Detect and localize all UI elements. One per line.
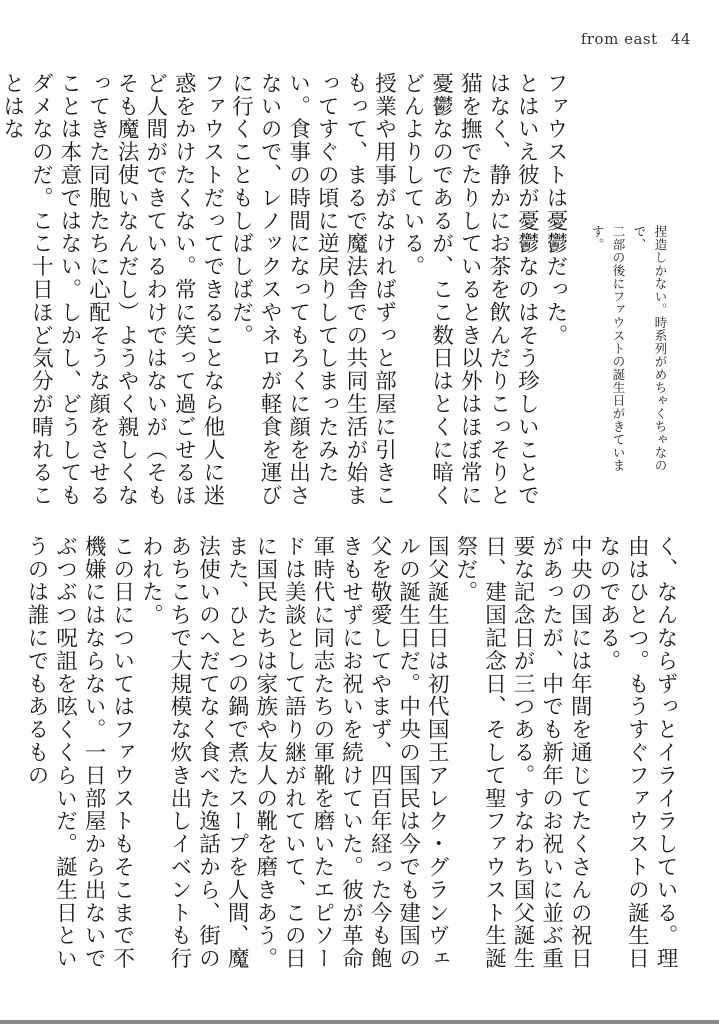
paragraph: ファウストだってできることなら他人に迷惑をかけたくない。常に笑って過ごせるほど人間ができているわけではないが（そもそも魔法使いなんだし）ようやく親しくなってきた同胞たちに心配そうな顔をさせることは本意ではない。しかし、どうしてもダメなのだ。ここ十日ほど気分が晴れることはな [0,72,225,508]
page-number: 44 [670,30,691,48]
note-line: 二部の後にファウストの誕生日がきています。 [590,225,626,472]
book-title: from east [580,30,658,48]
paragraph: 授業や用事がなければずっと部屋に引きこもって、まるで魔法舎での共同生活が始まってすぐの頃に逆戻りしてしまったみたい。食事の時間になってもろくに顔を出さないので、レノックスやネロが軽食を運びに行くこともしばしばだ。 [228,72,397,508]
paragraph: この日についてはファウストもそこまで不機嫌にはならない。一日部屋から出ないでぶつぶつ呪詛を呟くくらいだ。誕生日というのは誰にでもあるもの [23,535,135,971]
upper-text-block [0,72,569,512]
running-header [581,30,691,48]
note-line: 捏造しかない。時系列がめちゃくちゃなので、 [632,225,668,472]
paragraph: ファウストは憂鬱だった。 [543,72,568,347]
paragraph: 国父誕生日は初代国王アレク・グランヴェルの誕生日だ。中央の国民は今でも建国の父を敬愛してやまず、四百年経った今も飽きもせずにお祝いを続けていた。彼が革命軍時代に同志たちの軍靴を磨いたエピソードは美談として語り継がれていて、この日に国民たちは家族や友人の靴を磨きあう。また、ひとつの鍋で煮たスープを人間、魔法使いのへだてなく食べた逸話から、街のあちこちで大規模な炊き出しイベントも行われた。 [138,535,450,971]
lower-text-block [23,535,679,975]
author-note [587,225,671,495]
bottom-divider [0,1020,719,1024]
paragraph: 中央の国には年間を通じてたくさんの祝日があったが、中でも新年のお祝いに並ぶ重要な記念日が三つある。すなわち国父誕生日、建国記念日、そして聖ファウスト生誕祭だ。 [452,535,593,971]
paragraph: く、なんならずっとイライラしている。理由はひとつ。もうすぐファウストの誕生日なのである。 [595,535,678,971]
paragraph: とはいえ彼が憂鬱なのはそう珍しいことではなく、静かにお茶を飲んだりこっそりと猫を撫でたりしているとき以外はほぼ常に憂鬱なのであるが、ここ数日はとくに暗くどんよりしている。 [400,72,540,508]
